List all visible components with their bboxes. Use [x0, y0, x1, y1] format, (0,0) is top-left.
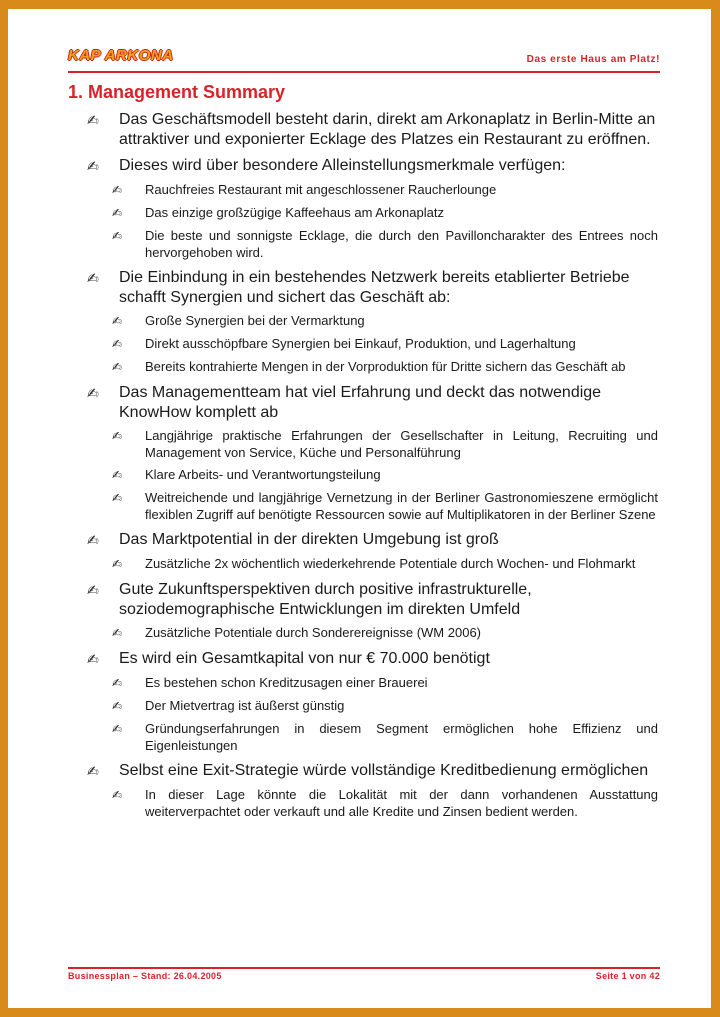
writing-hand-bullet-icon: ✍ — [87, 270, 99, 286]
header-tagline: Das erste Haus am Platz! — [526, 54, 660, 65]
sub-point — [68, 182, 660, 199]
writing-hand-bullet-icon: ✍ — [87, 651, 99, 667]
writing-hand-bullet-icon: ✍ — [112, 626, 123, 640]
sub-point-list — [68, 787, 660, 820]
sub-point — [68, 787, 660, 820]
writing-hand-bullet-icon: ✍ — [112, 557, 123, 571]
writing-hand-bullet-icon: ✍ — [87, 532, 99, 548]
summary-point — [68, 383, 660, 422]
summary-point-text: Selbst eine Exit-Strategie würde vollständige Kreditbedienung ermöglichen — [119, 762, 649, 779]
summary-point-text: Es wird ein Gesamtkapital von nur € 70.000 benötigt — [119, 650, 490, 667]
footer-page-number: Seite 1 von 42 — [595, 971, 660, 981]
writing-hand-bullet-icon: ✍ — [112, 337, 123, 351]
sub-point-text: Rauchfreies Restaurant mit angeschlossener Raucherlounge — [145, 182, 497, 197]
sub-point-text: Langjährige praktische Erfahrungen der Gesellschafter in Leitung, Recruiting und Management von Service, Küche und Personalführung — [145, 428, 658, 460]
writing-hand-bullet-icon: ✍ — [87, 763, 99, 779]
sub-point-text: Zusätzliche 2x wöchentlich wiederkehrende Potentiale durch Wochen- und Flohmarkt — [145, 556, 636, 571]
sub-point-list — [68, 313, 660, 376]
sub-point-text: Der Mietvertrag ist äußerst günstig — [145, 698, 345, 713]
sub-point-text: Gründungserfahrungen in diesem Segment ermöglichen hohe Effizienz und Eigenleistungen — [145, 721, 658, 753]
writing-hand-bullet-icon: ✍ — [112, 429, 123, 443]
summary-point — [68, 649, 660, 669]
writing-hand-bullet-icon: ✍ — [112, 468, 123, 482]
writing-hand-bullet-icon: ✍ — [112, 491, 123, 505]
sub-point-text: In dieser Lage könnte die Lokalität mit der dann vorhandenen Ausstattung weiterverpachtet oder verkauft und alle Kredite und Zinsen bedient werden. — [145, 787, 658, 819]
sub-point-text: Direkt ausschöpfbare Synergien bei Einkauf, Produktion, und Lagerhaltung — [145, 336, 576, 351]
document-page — [8, 9, 711, 1008]
writing-hand-bullet-icon: ✍ — [112, 183, 123, 197]
summary-point-text: Die Einbindung in ein bestehendes Netzwerk bereits etablierter Betriebe schafft Synergien und sichert das Geschäft ab: — [119, 269, 630, 306]
summary-point-text: Das Managementteam hat viel Erfahrung und deckt das notwendige KnowHow komplett ab — [119, 384, 602, 421]
summary-point — [68, 110, 660, 149]
summary-point — [68, 580, 660, 619]
sub-point-text: Bereits kontrahierte Mengen in der Vorproduktion für Dritte sichern das Geschäft ab — [145, 359, 626, 374]
writing-hand-bullet-icon: ✍ — [112, 229, 123, 243]
sub-point-text: Weitreichende und langjährige Vernetzung in der Berliner Gastronomieszene ermöglicht flexiblen Zugriff auf benötigte Ressourcen sowie auf Multiplikatoren in der Berliner Szene — [145, 490, 658, 522]
writing-hand-bullet-icon: ✍ — [112, 360, 123, 374]
sub-point-list — [68, 428, 660, 523]
writing-hand-bullet-icon: ✍ — [87, 582, 99, 598]
sub-point — [68, 721, 660, 754]
sub-point — [68, 467, 660, 484]
summary-list — [68, 110, 660, 823]
sub-point — [68, 228, 660, 261]
summary-point-text: Dieses wird über besondere Alleinstellungsmerkmale verfügen: — [119, 157, 566, 174]
writing-hand-bullet-icon: ✍ — [87, 385, 99, 401]
summary-point — [68, 268, 660, 307]
sub-point — [68, 698, 660, 715]
writing-hand-bullet-icon: ✍ — [112, 206, 123, 220]
sub-point-text: Das einzige großzügige Kaffeehaus am Arkonaplatz — [145, 205, 444, 220]
sub-point — [68, 490, 660, 523]
sub-point — [68, 205, 660, 222]
writing-hand-bullet-icon: ✍ — [112, 722, 123, 736]
writing-hand-bullet-icon: ✍ — [112, 788, 123, 802]
summary-point-text: Das Marktpotential in der direkten Umgebung ist groß — [119, 531, 499, 548]
sub-point — [68, 556, 660, 573]
sub-point-text: Zusätzliche Potentiale durch Sonderereignisse (WM 2006) — [145, 625, 482, 640]
summary-point-text: Gute Zukunftsperspektiven durch positive infrastrukturelle, soziodemographische Entwicklungen im direkten Umfeld — [119, 581, 532, 618]
summary-point — [68, 156, 660, 176]
sub-point — [68, 625, 660, 642]
sub-point-list — [68, 625, 660, 642]
sub-point-list — [68, 675, 660, 754]
sub-point — [68, 428, 660, 461]
section-title: 1. Management Summary — [68, 82, 286, 102]
sub-point-text: Große Synergien bei der Vermarktung — [145, 313, 365, 328]
footer-document-info: Businessplan – Stand: 26.04.2005 — [68, 971, 222, 981]
writing-hand-bullet-icon: ✍ — [87, 158, 99, 174]
company-logo: KAP ARKONA — [68, 47, 174, 64]
page-header — [68, 47, 660, 73]
sub-point — [68, 675, 660, 692]
writing-hand-bullet-icon: ✍ — [112, 314, 123, 328]
sub-point-text: Die beste und sonnigste Ecklage, die durch den Pavilloncharakter des Entrees noch hervorgehoben wird. — [145, 228, 658, 260]
sub-point-text: Es bestehen schon Kreditzusagen einer Brauerei — [145, 675, 428, 690]
summary-point — [68, 761, 660, 781]
summary-point — [68, 530, 660, 550]
sub-point-list — [68, 556, 660, 573]
summary-point-text: Das Geschäftsmodell besteht darin, direkt am Arkonaplatz in Berlin-Mitte an attraktiver und exponierter Ecklage des Platzes ein Restaurant zu eröffnen. — [119, 111, 656, 148]
sub-point — [68, 359, 660, 376]
sub-point — [68, 336, 660, 353]
writing-hand-bullet-icon: ✍ — [112, 699, 123, 713]
sub-point-text: Klare Arbeits- und Verantwortungsteilung — [145, 467, 381, 482]
sub-point — [68, 313, 660, 330]
page-footer — [68, 967, 660, 981]
writing-hand-bullet-icon: ✍ — [87, 112, 99, 128]
writing-hand-bullet-icon: ✍ — [112, 676, 123, 690]
sub-point-list — [68, 182, 660, 261]
